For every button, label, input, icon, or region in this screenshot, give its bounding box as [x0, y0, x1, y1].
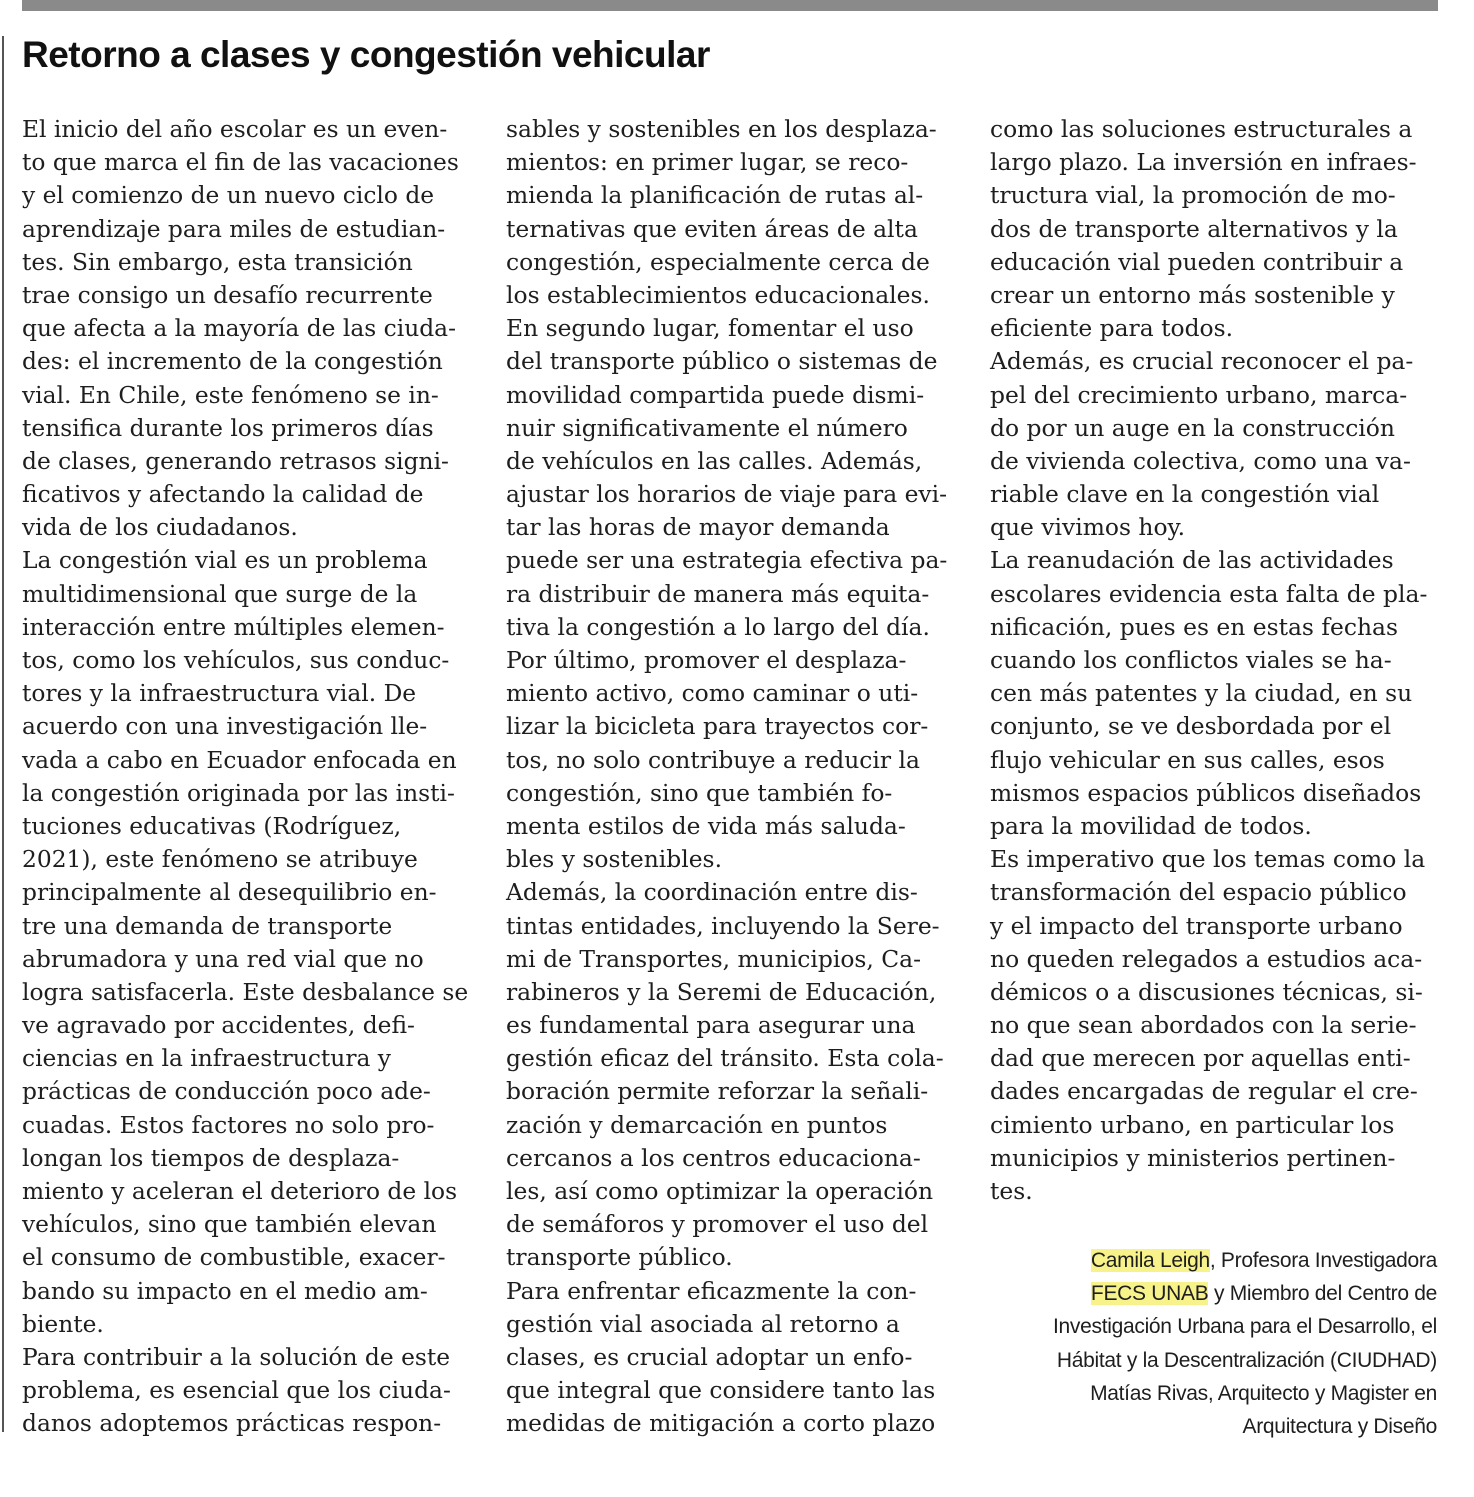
- text-line: transporte público.: [506, 1243, 733, 1272]
- text-line: lizar la bicicleta para trayectos cor-: [506, 712, 929, 741]
- text-line: de vehículos en las calles. Además,: [506, 446, 923, 475]
- text-line: cuadas. Estos factores no solo pro-: [22, 1110, 435, 1139]
- text-line: de clases, generando retrasos signi-: [22, 446, 449, 475]
- text-line: miento activo, como caminar o uti-: [506, 679, 919, 708]
- text-line: La congestión vial es un problema: [22, 546, 428, 575]
- left-margin-rule: [2, 36, 4, 1432]
- text-line: Además, es crucial reconocer el pa-: [990, 347, 1414, 376]
- text-line: dos de transporte alternativos y la: [990, 214, 1398, 243]
- byline-line-6: Arquitectura y Diseño: [1242, 1415, 1437, 1439]
- text-line: que integral que considere tanto las: [506, 1376, 936, 1405]
- text-line: gestión eficaz del tránsito. Esta cola-: [506, 1044, 944, 1073]
- text-line: El inicio del año escolar es un even-: [22, 115, 448, 143]
- text-line: 2021), este fenómeno se atribuye: [22, 845, 418, 874]
- byline-line-1: [1053, 1244, 1437, 1277]
- author-name-highlight: Camila Leigh: [1090, 1249, 1210, 1272]
- text-line: ciencias en la infraestructura y: [22, 1044, 392, 1073]
- text-line: el consumo de combustible, exacer-: [22, 1243, 446, 1272]
- top-rule-bar: [22, 0, 1438, 11]
- text-line: dades encargadas de regular el cre-: [990, 1077, 1418, 1106]
- text-line: no que sean abordados con la serie-: [990, 1011, 1417, 1040]
- text-line: Es imperativo que los temas como la: [990, 845, 1426, 874]
- byline-line-5: Matías Rivas, Arquitecto y Magister en: [1090, 1381, 1437, 1405]
- text-line: ficativos y afectando la calidad de: [22, 480, 424, 509]
- text-line: escolares evidencia esta falta de pla-: [990, 579, 1428, 608]
- text-line: como las soluciones estructurales a: [990, 115, 1413, 143]
- article-headline: Retorno a clases y congestión vehicular: [22, 34, 710, 75]
- text-line: riable clave en la congestión vial: [990, 480, 1380, 509]
- text-line: pel del crecimiento urbano, marca-: [990, 380, 1408, 409]
- text-line: mientos: en primer lugar, se reco-: [506, 148, 909, 177]
- text-line: mienda la planificación de rutas al-: [506, 181, 924, 210]
- text-line: transformación del espacio público: [990, 878, 1407, 907]
- text-line: to que marca el fin de las vacaciones: [22, 148, 459, 177]
- text-line: nuir significativamente el número: [506, 413, 908, 442]
- text-line: movilidad compartida puede dismi-: [506, 380, 925, 409]
- text-line: ra distribuir de manera más equita-: [506, 579, 930, 608]
- text-line: ternativas que eviten áreas de alta: [506, 214, 918, 243]
- text-line: de semáforos y promover el uso del: [506, 1210, 929, 1239]
- text-line: interacción entre múltiples elemen-: [22, 612, 445, 641]
- text-line: ajustar los horarios de viaje para evi-: [506, 480, 948, 509]
- text-line: es fundamental para asegurar una: [506, 1011, 916, 1040]
- text-line: biente.: [22, 1309, 104, 1338]
- text-line: largo plazo. La inversión en infraes-: [990, 148, 1417, 177]
- text-line: multidimensional que surge de la: [22, 579, 418, 608]
- text-line: y el impacto del transporte urbano: [990, 911, 1403, 940]
- text-line: tores y la infraestructura vial. De: [22, 679, 417, 708]
- article-column-3: [990, 113, 1427, 1208]
- text-line: abrumadora y una red vial que no: [22, 944, 424, 973]
- text-line: Para enfrentar eficazmente la con-: [506, 1276, 917, 1305]
- text-line: de vivienda colectiva, como una va-: [990, 446, 1411, 475]
- text-line: menta estilos de vida más saluda-: [506, 811, 906, 840]
- text-line: medidas de mitigación a corto plazo: [506, 1409, 936, 1438]
- text-line: principalmente al desequilibrio en-: [22, 878, 437, 907]
- text-line: La reanudación de las actividades: [990, 546, 1394, 575]
- text-line: En segundo lugar, fomentar el uso: [506, 314, 914, 343]
- text-line: la congestión originada por las insti-: [22, 778, 455, 807]
- text-line: del transporte público o sistemas de: [506, 347, 938, 376]
- text-line: tes.: [990, 1177, 1033, 1205]
- text-line: congestión, sino que también fo-: [506, 778, 893, 807]
- text-line: longan los tiempos de desplaza-: [22, 1143, 400, 1172]
- text-line: para la movilidad de todos.: [990, 811, 1312, 840]
- text-line: vehículos, sino que también elevan: [22, 1210, 437, 1239]
- text-line: conjunto, se ve desbordada por el: [990, 712, 1392, 741]
- text-line: boración permite reforzar la señali-: [506, 1077, 929, 1106]
- text-line: no queden relegados a estudios aca-: [990, 944, 1423, 973]
- text-line: cen más patentes y la ciudad, en su: [990, 679, 1413, 708]
- text-line: tar las horas de mayor demanda: [506, 513, 890, 542]
- text-line: que vivimos hoy.: [990, 513, 1186, 542]
- text-line: Además, la coordinación entre dis-: [506, 878, 918, 907]
- text-line: cuando los conflictos viales se ha-: [990, 646, 1392, 674]
- text-line: tructura vial, la promoción de mo-: [990, 181, 1396, 210]
- text-line: rabineros y la Seremi de Educación,: [506, 977, 937, 1006]
- byline-line-2: [1053, 1277, 1437, 1310]
- text-line: puede ser una estrategia efectiva pa-: [506, 546, 948, 575]
- affiliation-rest: y Miembro del Centro de: [1208, 1282, 1437, 1306]
- text-line: cercanos a los centros educaciona-: [506, 1143, 921, 1172]
- text-line: mismos espacios públicos diseñados: [990, 778, 1422, 807]
- text-line: dad que merecen por aquellas enti-: [990, 1044, 1411, 1073]
- text-line: nificación, pues es en estas fechas: [990, 612, 1398, 641]
- text-line: tuciones educativas (Rodríguez,: [22, 811, 402, 840]
- text-line: Por último, promover el desplaza-: [506, 646, 907, 674]
- text-line: bando su impacto en el medio am-: [22, 1276, 428, 1305]
- text-line: vida de los ciudadanos.: [22, 513, 298, 542]
- text-line: vial. En Chile, este fenómeno se in-: [22, 380, 439, 409]
- text-line: tre una demanda de transporte: [22, 911, 393, 940]
- text-line: tos, como los vehículos, sus conduc-: [22, 646, 450, 674]
- text-line: tos, no solo contribuye a reducir la: [506, 745, 920, 774]
- byline-line-4: Hábitat y la Descentralización (CIUDHAD): [1056, 1348, 1437, 1372]
- text-line: cimiento urbano, en particular los: [990, 1110, 1395, 1139]
- text-line: gestión vial asociada al retorno a: [506, 1309, 900, 1338]
- text-line: que afecta a la mayoría de las ciuda-: [22, 314, 456, 343]
- text-line: les, así como optimizar la operación: [506, 1177, 934, 1205]
- text-line: zación y demarcación en puntos: [506, 1110, 888, 1139]
- article-column-1: [22, 113, 469, 1441]
- text-line: logra satisfacerla. Este desbalance se: [22, 977, 469, 1006]
- text-line: do por un auge en la construcción: [990, 413, 1395, 442]
- author-byline: [1053, 1244, 1437, 1443]
- author-role: , Profesora Investigadora: [1209, 1249, 1437, 1272]
- text-line: problema, es esencial que los ciuda-: [22, 1376, 451, 1405]
- text-line: prácticas de conducción poco ade-: [22, 1077, 431, 1106]
- text-line: crear un entorno más sostenible y: [990, 280, 1395, 309]
- text-line: tensifica durante los primeros días: [22, 413, 434, 442]
- text-line: aprendizaje para miles de estudian-: [22, 214, 446, 243]
- text-line: tiva la congestión a lo largo del día.: [506, 612, 930, 641]
- text-line: démicos o a discusiones técnicas, si-: [990, 977, 1423, 1006]
- text-line: vada a cabo en Ecuador enfocada en: [22, 745, 457, 774]
- affiliation-highlight: FECS UNAB: [1090, 1282, 1209, 1306]
- text-line: Para contribuir a la solución de este: [22, 1342, 451, 1371]
- text-line: miento y aceleran el deterioro de los: [22, 1177, 458, 1205]
- article-column-2: [506, 113, 947, 1441]
- text-line: trae consigo un desafío recurrente: [22, 280, 433, 309]
- text-line: ve agravado por accidentes, defi-: [22, 1011, 415, 1040]
- text-line: tes. Sin embargo, esta transición: [22, 247, 413, 276]
- text-line: tintas entidades, incluyendo la Sere-: [506, 911, 940, 940]
- text-line: flujo vehicular en sus calles, esos: [990, 745, 1385, 774]
- text-line: educación vial pueden contribuir a: [990, 247, 1404, 276]
- text-line: bles y sostenibles.: [506, 845, 722, 874]
- text-line: clases, es crucial adoptar un enfo-: [506, 1342, 913, 1371]
- text-line: danos adoptemos prácticas respon-: [22, 1409, 442, 1438]
- text-line: sables y sostenibles en los desplaza-: [506, 115, 937, 143]
- text-line: eficiente para todos.: [990, 314, 1234, 343]
- text-line: acuerdo con una investigación lle-: [22, 712, 428, 741]
- text-line: des: el incremento de la congestión: [22, 347, 443, 376]
- text-line: y el comienzo de un nuevo ciclo de: [22, 181, 435, 210]
- text-line: los establecimientos educacionales.: [506, 280, 930, 309]
- text-line: municipios y ministerios pertinen-: [990, 1143, 1396, 1172]
- text-line: mi de Transportes, municipios, Ca-: [506, 944, 922, 973]
- byline-line-3: Investigación Urbana para el Desarrollo, el: [1053, 1315, 1437, 1339]
- text-line: congestión, especialmente cerca de: [506, 247, 930, 276]
